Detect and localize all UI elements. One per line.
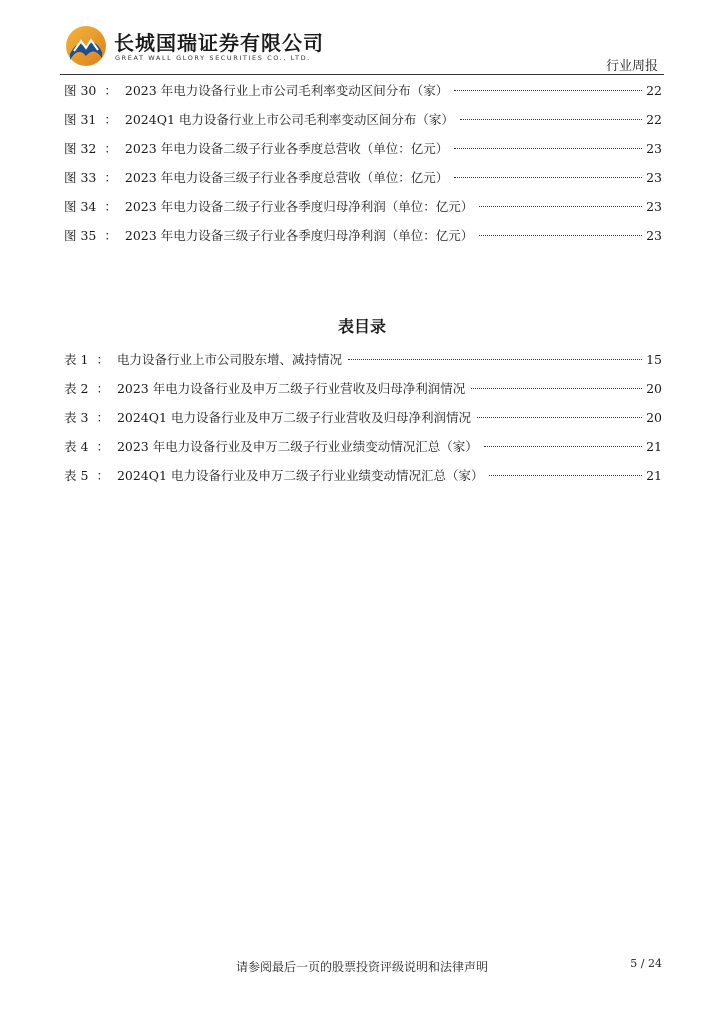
toc-entry[interactable] — [64, 380, 662, 409]
dot-leader — [454, 90, 642, 91]
report-type: 行业周报 — [605, 59, 658, 74]
entry-title: 电力设备行业上市公司股东增、减持情况 — [116, 352, 342, 367]
dot-leader — [460, 119, 642, 120]
entry-label: 图 33 — [64, 170, 97, 185]
toc-entry[interactable] — [64, 351, 662, 380]
table-list — [64, 351, 662, 496]
entry-label: 图 35 — [64, 228, 97, 243]
entry-label: 表 3 — [64, 410, 89, 425]
page-header — [0, 0, 724, 76]
entry-separator: ： — [104, 170, 117, 185]
entry-page: 23 — [646, 170, 662, 185]
header-rule — [60, 74, 664, 75]
entry-page: 21 — [646, 468, 662, 483]
toc-entry[interactable] — [64, 140, 662, 169]
entry-page: 23 — [646, 141, 662, 156]
brand-name-cn: 长城国瑞证券有限公司 — [114, 31, 324, 55]
brand-name-en: GREAT WALL GLORY SECURITIES CO., LTD. — [115, 54, 311, 62]
entry-separator: ： — [96, 410, 109, 425]
dot-leader — [454, 177, 642, 178]
entry-page: 22 — [646, 83, 662, 98]
tables-section-title: 表目录 — [337, 317, 386, 336]
entry-title: 2023 年电力设备行业及申万二级子行业业绩变动情况汇总（家） — [116, 439, 478, 454]
entry-separator: ： — [104, 228, 117, 243]
dot-leader — [489, 475, 642, 476]
entry-separator: ： — [104, 112, 117, 127]
toc-entry[interactable] — [64, 227, 662, 256]
entry-label: 表 1 — [64, 352, 89, 367]
entry-separator: ： — [104, 83, 117, 98]
footer-disclaimer: 请参阅最后一页的股票投资评级说明和法律声明 — [235, 960, 488, 974]
toc-entry[interactable] — [64, 198, 662, 227]
figure-list — [64, 82, 662, 256]
entry-label: 图 34 — [64, 199, 97, 214]
entry-page: 20 — [646, 381, 662, 396]
entry-separator: ： — [96, 381, 109, 396]
entry-title: 2024Q1 电力设备行业及申万二级子行业营收及归母净利润情况 — [116, 410, 471, 425]
entry-page: 23 — [646, 199, 662, 214]
dot-leader — [479, 235, 642, 236]
entry-page: 15 — [646, 352, 662, 367]
entry-page: 20 — [646, 410, 662, 425]
entry-title: 2023 年电力设备行业上市公司毛利率变动区间分布（家） — [124, 83, 449, 98]
toc-entry[interactable] — [64, 467, 662, 496]
toc-entry[interactable] — [64, 82, 662, 111]
entry-separator: ： — [104, 199, 117, 214]
entry-separator: ： — [96, 439, 109, 454]
dot-leader — [477, 417, 642, 418]
page-number: 5 / 24 — [630, 957, 662, 970]
entry-label: 表 4 — [64, 439, 89, 454]
entry-page: 22 — [646, 112, 662, 127]
dot-leader — [479, 206, 642, 207]
toc-entry[interactable] — [64, 111, 662, 140]
company-logo-icon — [64, 24, 108, 68]
dot-leader — [471, 388, 642, 389]
entry-title: 2023 年电力设备二级子行业各季度总营收（单位：亿元） — [124, 141, 449, 156]
entry-title: 2023 年电力设备三级子行业各季度总营收（单位：亿元） — [124, 170, 449, 185]
toc-entry[interactable] — [64, 169, 662, 198]
toc-entry[interactable] — [64, 409, 662, 438]
entry-page: 23 — [646, 228, 662, 243]
entry-page: 21 — [646, 439, 662, 454]
entry-separator: ： — [96, 468, 109, 483]
entry-title: 2023 年电力设备三级子行业各季度归母净利润（单位：亿元） — [124, 228, 474, 243]
entry-title: 2024Q1 电力设备行业上市公司毛利率变动区间分布（家） — [124, 112, 454, 127]
entry-separator: ： — [96, 352, 109, 367]
entry-separator: ： — [104, 141, 117, 156]
dot-leader — [454, 148, 642, 149]
entry-label: 图 30 — [64, 83, 97, 98]
entry-title: 2023 年电力设备二级子行业各季度归母净利润（单位：亿元） — [124, 199, 474, 214]
dot-leader — [348, 359, 642, 360]
entry-label: 表 5 — [64, 468, 89, 483]
entry-title: 2023 年电力设备行业及申万二级子行业营收及归母净利润情况 — [116, 381, 466, 396]
entry-label: 图 31 — [64, 112, 97, 127]
entry-label: 表 2 — [64, 381, 89, 396]
dot-leader — [484, 446, 642, 447]
toc-entry[interactable] — [64, 438, 662, 467]
entry-title: 2024Q1 电力设备行业及申万二级子行业业绩变动情况汇总（家） — [116, 468, 484, 483]
entry-label: 图 32 — [64, 141, 97, 156]
